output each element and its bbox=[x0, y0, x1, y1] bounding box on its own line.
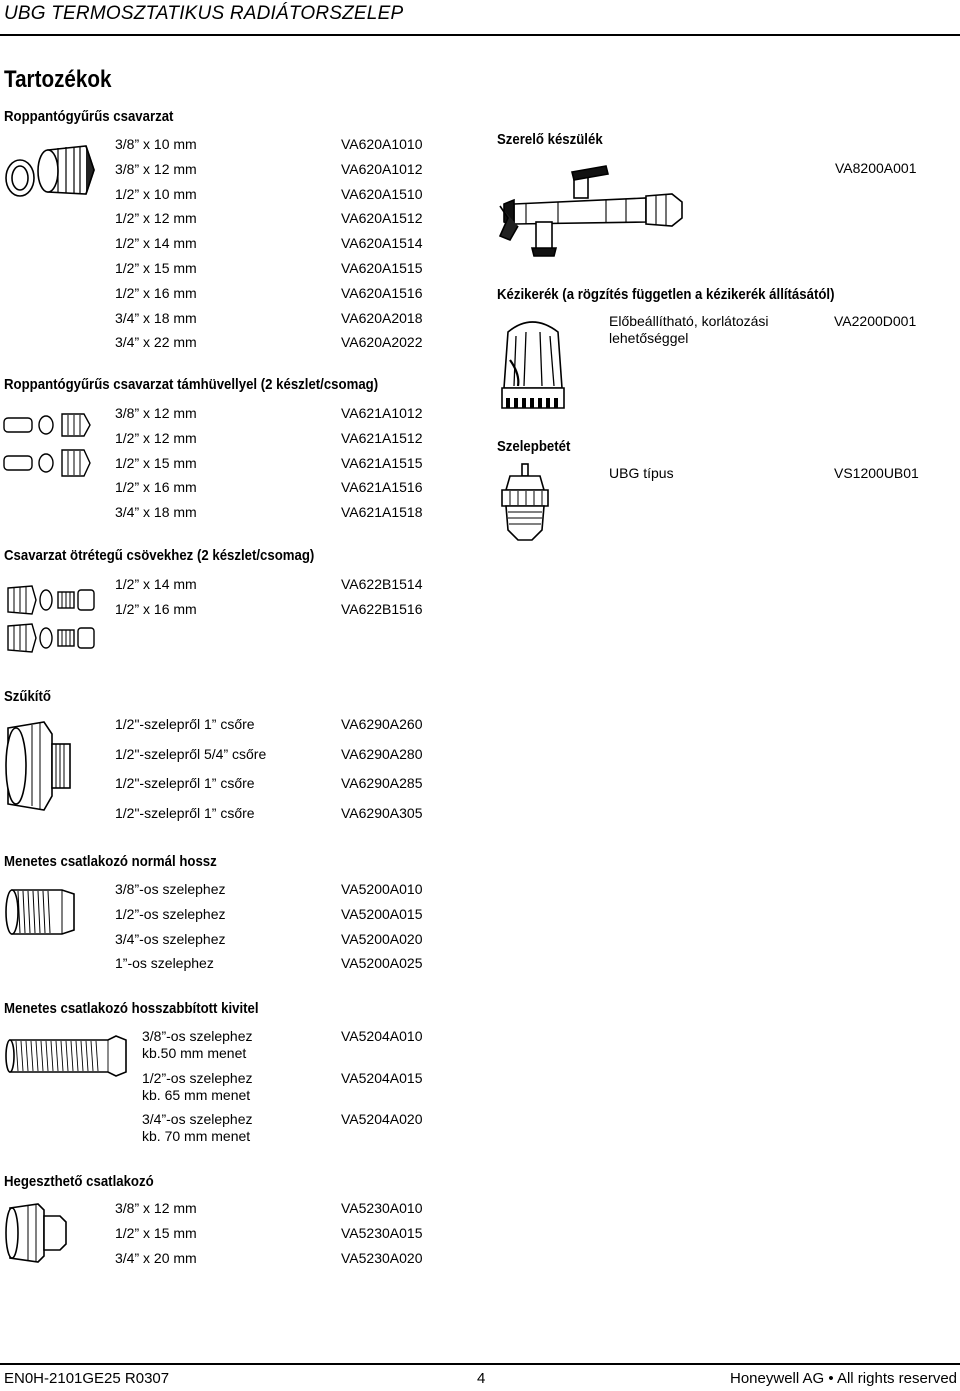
size-cell: 1/2” x 15 mm bbox=[115, 1224, 197, 1241]
size-cell: 1/2” x 15 mm bbox=[115, 454, 197, 471]
compression-fitting-image bbox=[0, 136, 104, 200]
order-code-cell: VA620A1010 bbox=[341, 136, 423, 152]
order-code-cell: VA5204A010 bbox=[341, 1028, 423, 1044]
valve-insert-code: VS1200UB01 bbox=[834, 465, 919, 481]
size-cell: 1/2” x 15 mm bbox=[115, 260, 197, 276]
section-title-threaded-connector: Menetes csatlakozó normál hossz bbox=[4, 853, 217, 870]
order-code-cell: VA620A1510 bbox=[341, 185, 423, 202]
order-code-cell: VA5230A010 bbox=[341, 1200, 423, 1216]
order-code-cell: VA6290A285 bbox=[341, 775, 423, 791]
order-code-cell: VA5200A020 bbox=[341, 930, 423, 947]
valve-insert-desc: UBG típus bbox=[609, 465, 674, 481]
section-title-reducer: Szűkítő bbox=[4, 688, 51, 705]
size-cell: 3/8” x 12 mm bbox=[115, 1200, 197, 1216]
order-code-cell: VA5204A020 bbox=[341, 1111, 423, 1127]
order-code-cell: VA6290A260 bbox=[341, 716, 423, 732]
order-code-cell: VA5230A020 bbox=[341, 1249, 423, 1266]
order-code-cell: VA621A1512 bbox=[341, 429, 423, 446]
footer-page-number: 4 bbox=[477, 1370, 486, 1387]
section-title-compression-fitting: Roppantógyűrűs csavarzat bbox=[4, 108, 174, 125]
order-code-cell: VA621A1515 bbox=[341, 454, 423, 471]
reducer-image bbox=[4, 714, 78, 818]
size-cell: 1/2"-szelepről 1” csőre bbox=[115, 775, 255, 791]
section-title-multilayer-pipe-fitting: Csavarzat ötrétegű csövekhez (2 készlet/csomag) bbox=[4, 547, 315, 564]
order-code-cell: VA5200A010 bbox=[341, 881, 423, 897]
size-cell: 1/2” x 12 mm bbox=[115, 429, 197, 446]
page-title: Tartozékok bbox=[4, 66, 112, 93]
order-code-cell: VA622B1516 bbox=[341, 600, 423, 617]
size-cell: 1/2” x 14 mm bbox=[115, 235, 197, 252]
header-rule bbox=[0, 34, 960, 36]
size-cell: 3/4” x 22 mm bbox=[115, 334, 197, 351]
section-title-extended-threaded-connector: Menetes csatlakozó hosszabbított kivitel bbox=[4, 1000, 259, 1017]
compression-sleeve-image bbox=[0, 412, 104, 482]
size-cell: 3/8” x 12 mm bbox=[115, 405, 197, 421]
footer-doc-id: EN0H-2101GE25 R0307 bbox=[4, 1370, 170, 1387]
order-code-cell: VA6290A280 bbox=[341, 745, 423, 762]
section-title-handwheel: Kézikerék (a rögzítés független a kézikerék állításától) bbox=[497, 286, 835, 303]
size-cell: 3/4” x 18 mm bbox=[115, 504, 197, 521]
section-title-weldable-connector: Hegeszthető csatlakozó bbox=[4, 1173, 154, 1190]
thread-length-cell: kb.50 mm menet bbox=[142, 1045, 247, 1061]
order-code-cell: VA621A1518 bbox=[341, 504, 423, 521]
thread-length-cell: kb. 70 mm menet bbox=[142, 1128, 251, 1144]
handwheel-desc-line1: Előbeállítható, korlátozási bbox=[609, 313, 769, 329]
section-title-installation-tool: Szerelő készülék bbox=[497, 131, 603, 148]
order-code-cell: VA620A1515 bbox=[341, 260, 423, 276]
footer-copyright: Honeywell AG • All rights reserved bbox=[730, 1370, 958, 1387]
installation-tool-image bbox=[496, 160, 690, 260]
order-code-cell: VA620A1012 bbox=[341, 160, 423, 177]
handwheel-desc-line2: lehetőséggel bbox=[609, 330, 689, 346]
order-code-cell: VA622B1514 bbox=[341, 576, 423, 592]
installation-tool-code: VA8200A001 bbox=[835, 160, 917, 176]
handwheel-image bbox=[496, 312, 570, 412]
size-cell: 1/2”-os szelephez bbox=[142, 1069, 253, 1086]
handwheel-code: VA2200D001 bbox=[834, 313, 917, 329]
size-cell: 1/2” x 14 mm bbox=[115, 576, 197, 592]
weldable-connector-image bbox=[4, 1198, 72, 1268]
size-cell: 1”-os szelephez bbox=[115, 955, 214, 972]
order-code-cell: VA621A1516 bbox=[341, 479, 423, 496]
size-cell: 3/4”-os szelephez bbox=[115, 930, 226, 947]
size-cell: 3/4”-os szelephez bbox=[142, 1111, 253, 1127]
header-title: UBG TERMOSZTATIKUS RADIÁTORSZELEP bbox=[4, 3, 404, 24]
size-cell: 1/2"-szelepről 1” csőre bbox=[115, 804, 255, 821]
section-title-compression-with-sleeve: Roppantógyűrűs csavarzat támhüvellyel (2 készlet/csomag) bbox=[4, 376, 379, 393]
order-code-cell: VA5200A025 bbox=[341, 955, 423, 972]
size-cell: 1/2” x 16 mm bbox=[115, 600, 197, 617]
size-cell: 1/2” x 10 mm bbox=[115, 185, 197, 202]
size-cell: 1/2” x 12 mm bbox=[115, 210, 197, 227]
order-code-cell: VA620A1516 bbox=[341, 284, 423, 301]
order-code-cell: VA5204A015 bbox=[341, 1069, 423, 1086]
section-title-valve-insert: Szelepbetét bbox=[497, 438, 571, 455]
size-cell: 3/4” x 18 mm bbox=[115, 309, 197, 326]
threaded-connector-image bbox=[4, 884, 80, 940]
size-cell: 3/8” x 12 mm bbox=[115, 160, 197, 177]
footer-rule bbox=[0, 1363, 960, 1365]
order-code-cell: VA620A2018 bbox=[341, 309, 423, 326]
order-code-cell: VA620A2022 bbox=[341, 334, 423, 351]
size-cell: 3/4” x 20 mm bbox=[115, 1249, 197, 1266]
size-cell: 3/8”-os szelephez bbox=[115, 881, 226, 897]
order-code-cell: VA621A1012 bbox=[341, 405, 423, 421]
size-cell: 1/2” x 16 mm bbox=[115, 479, 197, 496]
size-cell: 1/2” x 16 mm bbox=[115, 284, 197, 301]
thread-length-cell: kb. 65 mm menet bbox=[142, 1086, 251, 1103]
size-cell: 1/2"-szelepről 1” csőre bbox=[115, 716, 255, 732]
order-code-cell: VA5200A015 bbox=[341, 905, 423, 922]
order-code-cell: VA620A1512 bbox=[341, 210, 423, 227]
order-code-cell: VA6290A305 bbox=[341, 804, 423, 821]
valve-insert-image bbox=[496, 462, 554, 544]
size-cell: 3/8”-os szelephez bbox=[142, 1028, 253, 1044]
size-cell: 1/2”-os szelephez bbox=[115, 905, 226, 922]
size-cell: 1/2"-szelepről 5/4” csőre bbox=[115, 745, 267, 762]
size-cell: 3/8” x 10 mm bbox=[115, 136, 197, 152]
multilayer-fitting-image bbox=[2, 582, 106, 658]
extended-connector-image bbox=[4, 1032, 132, 1080]
order-code-cell: VA620A1514 bbox=[341, 235, 423, 252]
order-code-cell: VA5230A015 bbox=[341, 1224, 423, 1241]
